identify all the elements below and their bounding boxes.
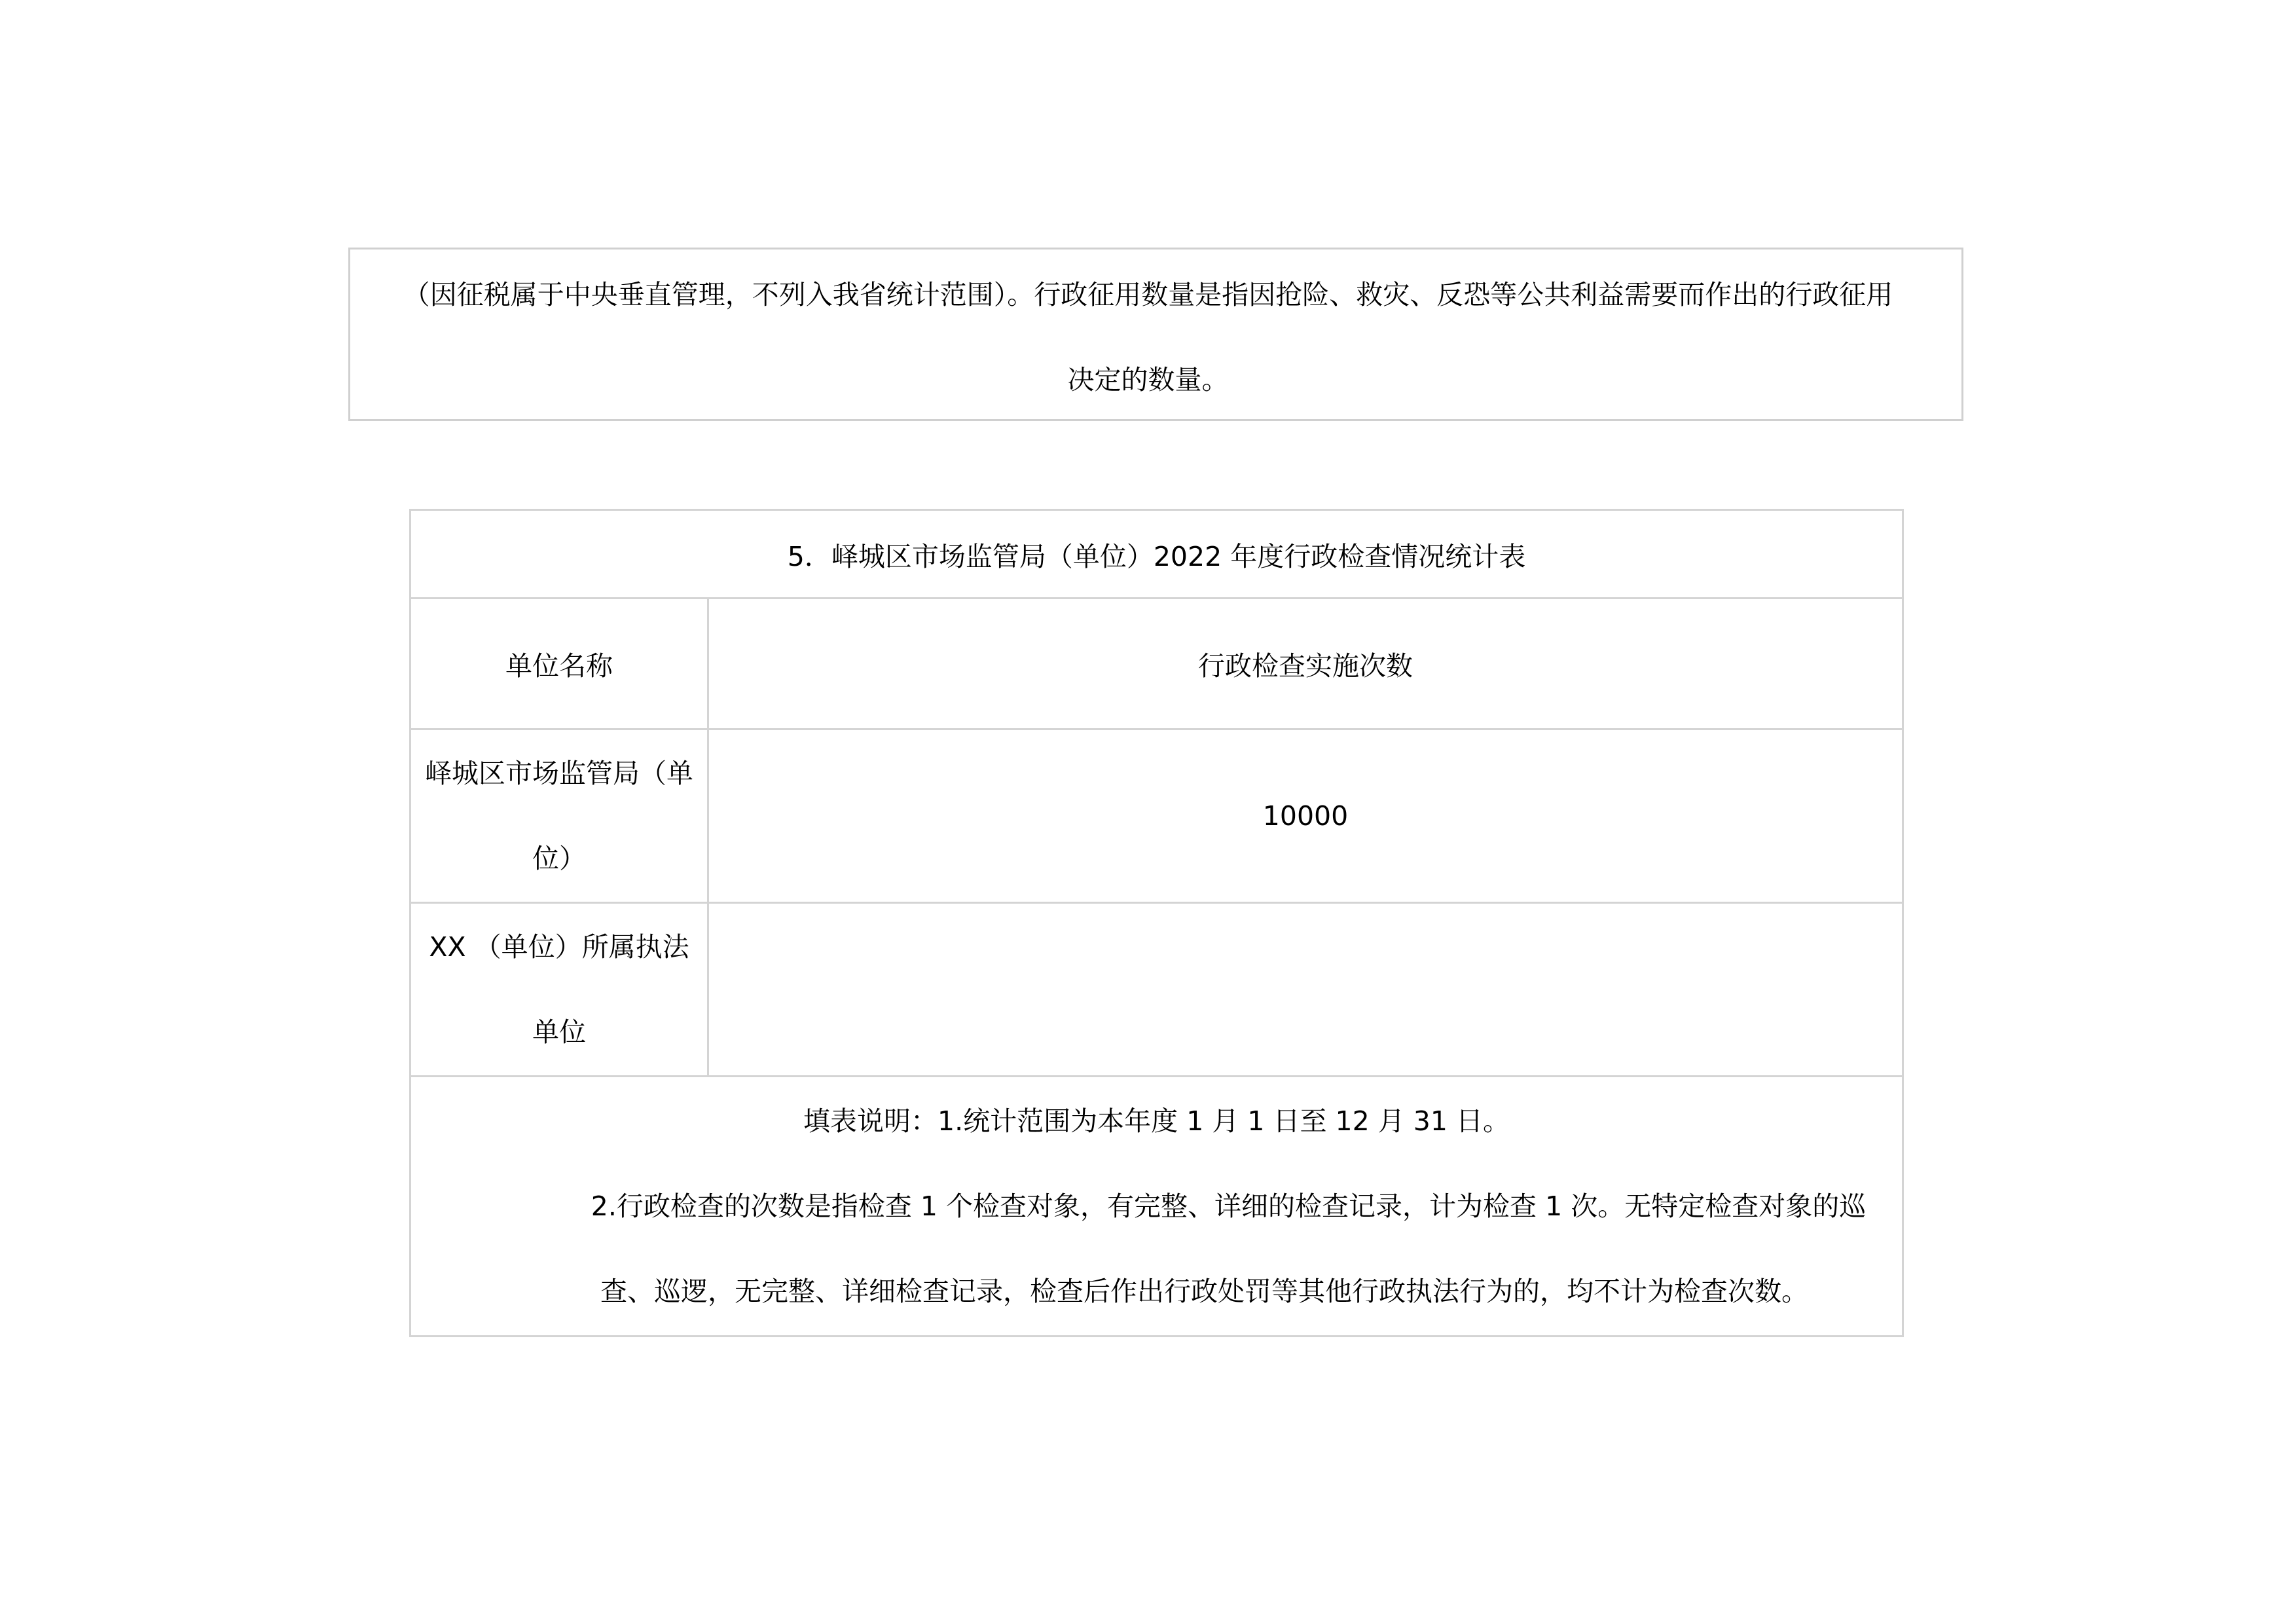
table-notes-row [410,1077,1903,1337]
table-title-row [410,510,1903,599]
note-line-3: 查、巡逻，无完整、详细检查记录，检查后作出行政处罚等其他行政执法行为的，均不计为检查次数。 [600,1276,1808,1307]
inspection-stats-table [409,509,1904,1337]
inspection-count-value: 10000 [708,729,1903,903]
unit-name-cell [410,729,708,903]
unit-name-line-1: 峄城区市场监管局（单 [425,758,693,789]
table-row [410,903,1903,1077]
note-line-2: 2.行政检查的次数是指检查 1 个检查对象，有完整、详细的检查记录，计为检查 1 次。无特定检查对象的巡 [591,1190,1867,1222]
unit-name-line-2: 位） [532,843,586,874]
table-header-row [410,599,1903,729]
unit-name-line-1: XX （单位）所属执法 [429,931,689,963]
unit-name-line-2: 单位 [532,1016,586,1048]
header-inspection-count: 行政检查实施次数 [708,599,1903,729]
intro-line-2: 决定的数量。 [1067,364,1229,396]
unit-name-cell [410,903,708,1077]
table-title: 5．峄城区市场监管局（单位）2022 年度行政检查情况统计表 [410,510,1903,599]
header-unit-name: 单位名称 [410,599,708,729]
table-row [410,729,1903,903]
inspection-count-value [708,903,1903,1077]
intro-line-1: （因征税属于中央垂直管理，不列入我省统计范围）。行政征用数量是指因抢险、救灾、反恐等公共利益需要而作出的行政征用 [403,279,1893,310]
fill-instructions [410,1077,1903,1337]
note-line-1: 填表说明：1.统计范围为本年度 1 月 1 日至 12 月 31 日。 [803,1105,1510,1137]
